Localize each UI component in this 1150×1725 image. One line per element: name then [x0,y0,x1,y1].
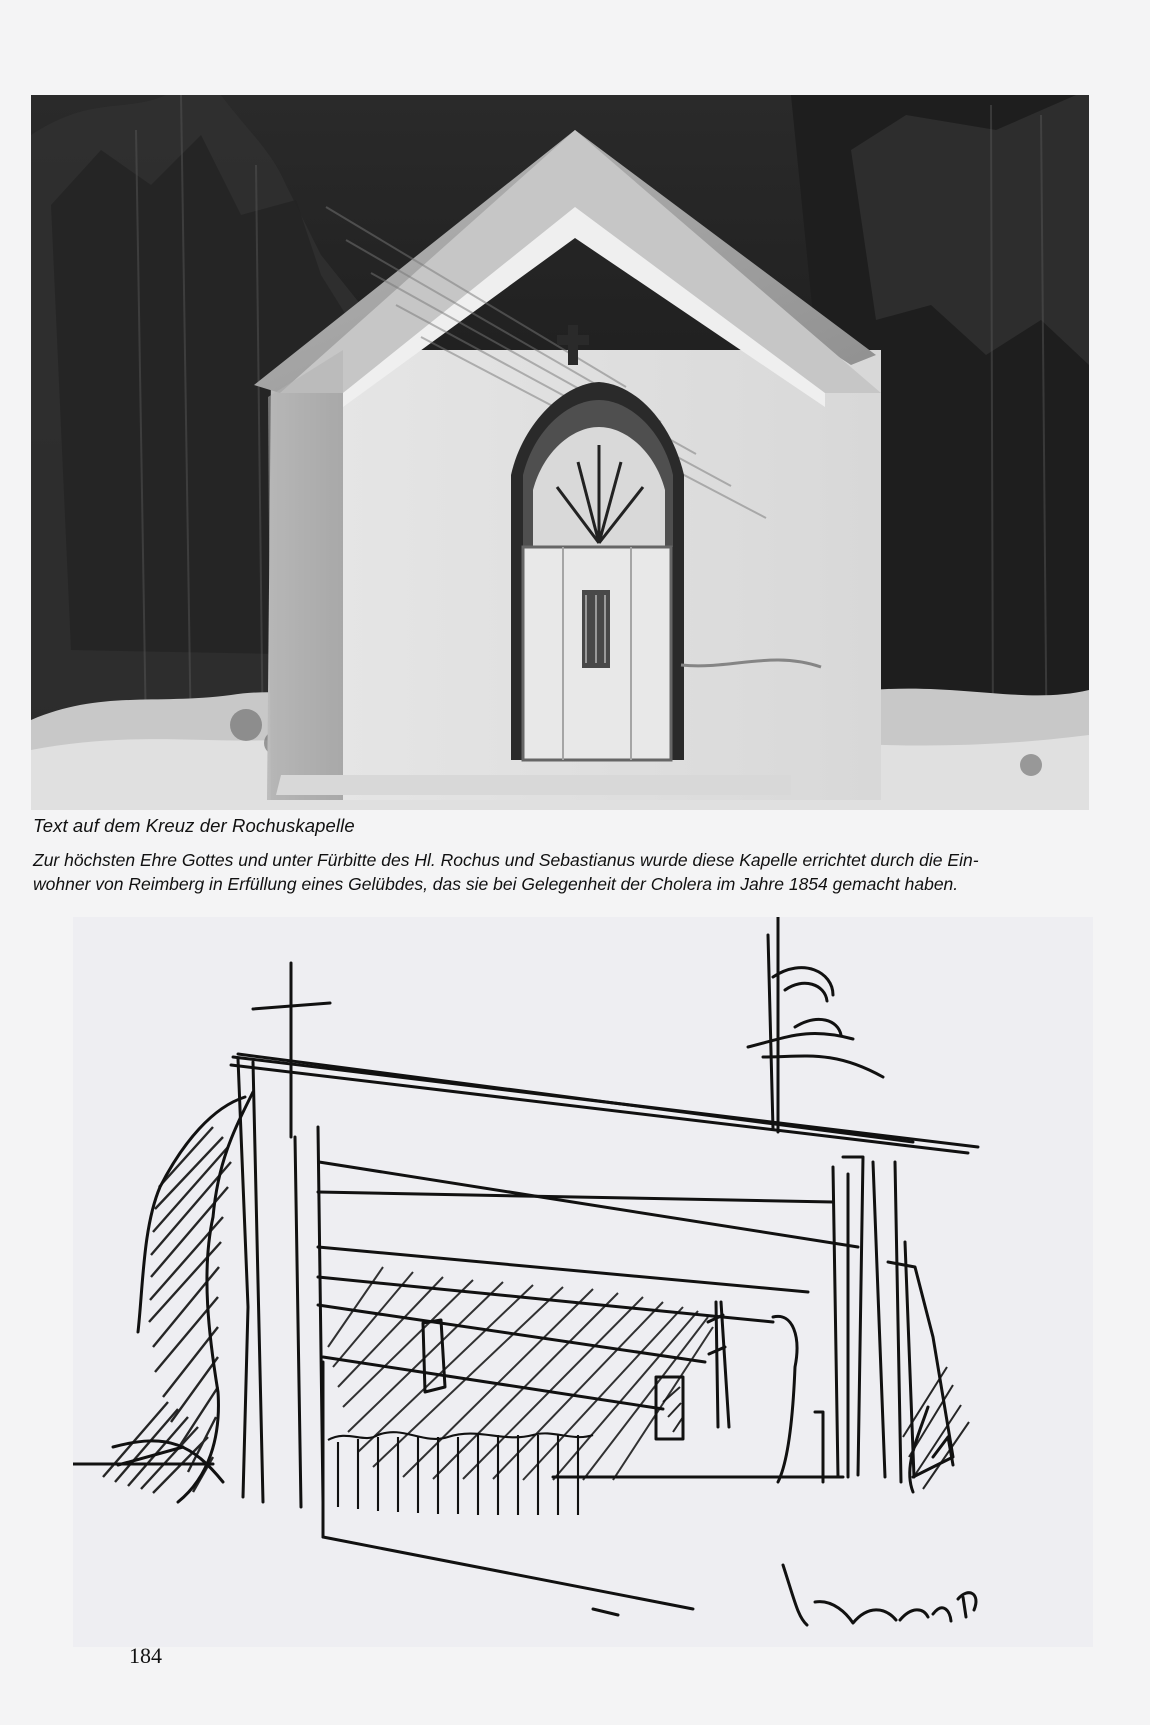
caption-title: Text auf dem Kreuz der Rochuskapelle [33,815,355,836]
chapel-sketch [73,917,1093,1647]
chapel-ink-sketch [73,917,1093,1647]
chapel-photograph [31,95,1089,810]
caption-line-2: wohner von Reimberg in Erfüllung eines Gelübdes, das sie bei Gelegenheit der Cholera im Jahre 1854 gemacht haben. [33,874,959,894]
chapel-photo-illustration [31,95,1089,810]
caption-body [33,848,1121,896]
page-number: 184 [129,1643,162,1668]
caption-line-1: Zur höchsten Ehre Gottes und unter Fürbitte des Hl. Rochus und Sebastianus wurde diese Kapelle errichtet durch die Ein- [33,850,979,870]
